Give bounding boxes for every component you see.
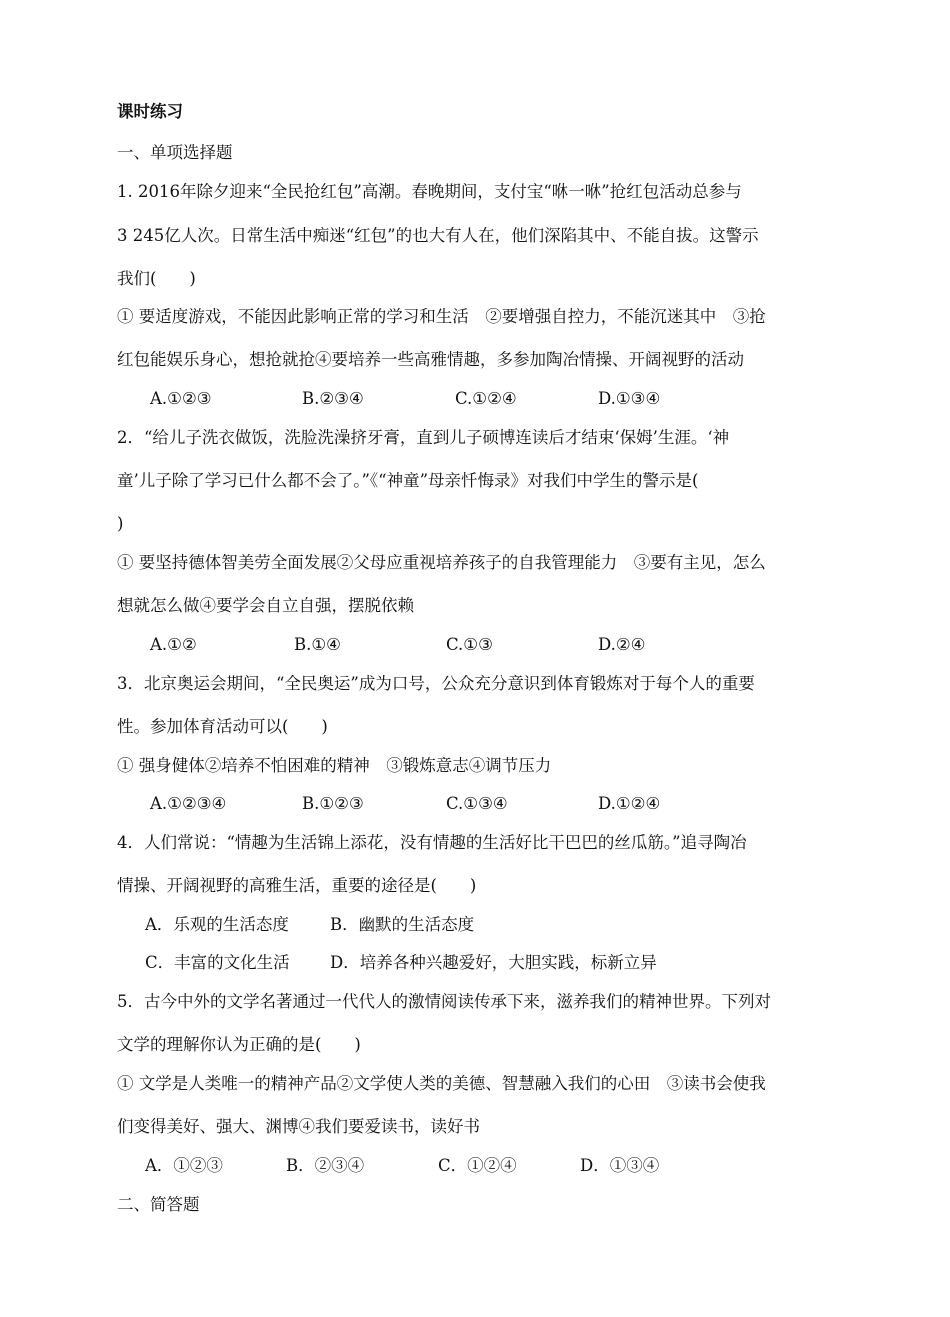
q1-line-4: ① 要适度游戏，不能因此影响正常的学习和生活 ②要增强自控力，不能沉迷其中 ③抢 bbox=[117, 307, 766, 326]
q5-line-4: 们变得美好、强大、渊博④我们要爱读书，读好书 bbox=[117, 1117, 480, 1136]
q2-line-2: 童’儿子除了学习已什么都不会了。”《“神童”母亲忏悔录》对我们中学生的警示是( bbox=[117, 471, 699, 490]
q5-line-2: 文学的理解你认为正确的是( ) bbox=[117, 1035, 361, 1054]
q2-line-3: ) bbox=[117, 514, 124, 533]
page-title: 课时练习 bbox=[117, 102, 183, 121]
q2-line-5: 想就怎么做④要学会自立自强，摆脱依赖 bbox=[117, 596, 414, 615]
q3-option-b: B.①②③ bbox=[302, 794, 364, 813]
q3-line-3: ① 强身健体②培养不怕困难的精神 ③锻炼意志④调节压力 bbox=[117, 756, 552, 775]
q1-line-2: 3 245亿人次。日常生活中痴迷“红包”的也大有人在，他们深陷其中、不能自拔。这警示 bbox=[117, 226, 759, 245]
q1-option-b: B.②③④ bbox=[302, 389, 364, 408]
q1-option-c: C.①②④ bbox=[455, 389, 517, 408]
q3-line-2: 性。参加体育活动可以( ) bbox=[117, 717, 328, 736]
q2-option-c: C.①③ bbox=[446, 635, 493, 654]
q1-line-1: 1. 2016年除夕迎来“全民抢红包”高潮。春晚期间，支付宝“咻一咻”抢红包活动总参与 bbox=[117, 182, 742, 201]
q3-line-1: 3．北京奥运会期间，“全民奥运”成为口号，公众充分意识到体育锻炼对于每个人的重要 bbox=[117, 674, 755, 693]
q4-option-a: A．乐观的生活态度 bbox=[145, 915, 289, 934]
q3-option-c: C.①③④ bbox=[446, 794, 508, 813]
q2-line-1: 2．“给儿子洗衣做饭，洗脸洗澡挤牙膏，直到儿子硕博连读后才结束‘保姆’生涯。‘神 bbox=[117, 428, 730, 447]
q5-line-3: ① 文学是人类唯一的精神产品②文学使人类的美德、智慧融入我们的心田 ③读书会使我 bbox=[117, 1074, 766, 1093]
q5-option-d: D．①③④ bbox=[580, 1156, 660, 1175]
q5-option-b: B．②③④ bbox=[286, 1156, 365, 1175]
q4-option-d: D．培养各种兴趣爱好，大胆实践，标新立异 bbox=[330, 953, 657, 972]
q5-option-a: A．①②③ bbox=[145, 1156, 223, 1175]
q4-line-2: 情操、开阔视野的高雅生活，重要的途径是( ) bbox=[117, 876, 477, 895]
q4-option-b: B．幽默的生活态度 bbox=[330, 915, 475, 934]
q5-option-c: C．①②④ bbox=[438, 1156, 517, 1175]
q2-option-a: A.①② bbox=[150, 635, 197, 654]
section-heading-choice: 一、单项选择题 bbox=[117, 143, 233, 162]
q1-line-3: 我们( ) bbox=[117, 269, 196, 288]
q4-line-1: 4．人们常说：“情趣为生活锦上添花，没有情趣的生活好比干巴巴的丝瓜筋。”追寻陶冶 bbox=[117, 833, 747, 852]
q5-line-1: 5．古今中外的文学名著通过一代代人的激情阅读传承下来，滋养我们的精神世界。下列对 bbox=[117, 992, 771, 1011]
q2-option-b: B.①④ bbox=[294, 635, 341, 654]
q2-option-d: D.②④ bbox=[598, 635, 646, 654]
q1-line-5: 红包能娱乐身心，想抢就抢④要培养一些高雅情趣，多参加陶冶情操、开阔视野的活动 bbox=[117, 350, 744, 369]
section-heading-short-answer: 二、简答题 bbox=[117, 1195, 200, 1214]
q2-line-4: ① 要坚持德体智美劳全面发展②父母应重视培养孩子的自我管理能力 ③要有主见，怎么 bbox=[117, 553, 766, 572]
q4-option-c: C．丰富的文化生活 bbox=[145, 953, 290, 972]
q1-option-d: D.①③④ bbox=[598, 389, 661, 408]
q3-option-d: D.①②④ bbox=[598, 794, 661, 813]
q1-option-a: A.①②③ bbox=[150, 389, 212, 408]
q3-option-a: A.①②③④ bbox=[150, 794, 227, 813]
